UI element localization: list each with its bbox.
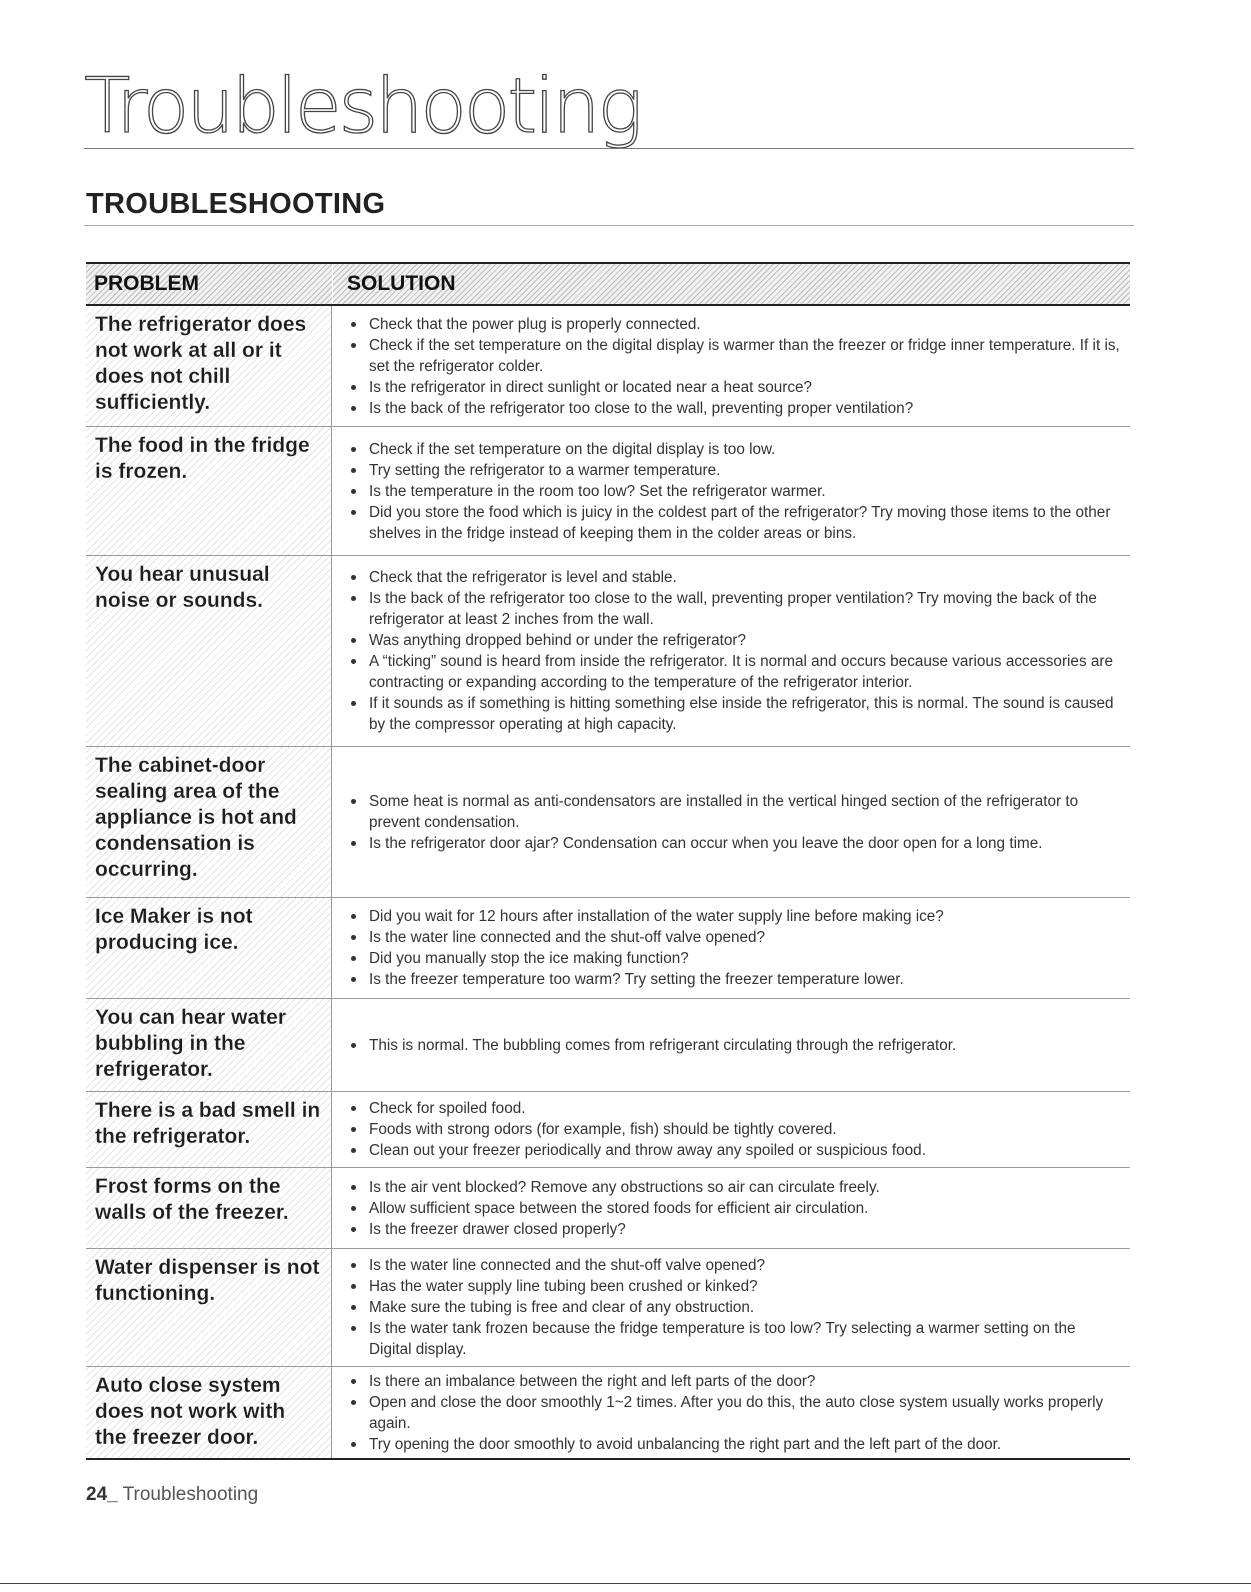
solution-cell xyxy=(332,556,1130,746)
solution-item: Allow sufficient space between the stored foods for efficient air circulation. xyxy=(348,1198,1120,1219)
solution-list xyxy=(348,1371,1120,1455)
page-number: 24_ xyxy=(86,1484,118,1505)
footer-label: Troubleshooting xyxy=(117,1484,259,1505)
section-divider xyxy=(84,225,1134,226)
table-row xyxy=(86,1367,1130,1460)
solution-item: Is the back of the refrigerator too close to the wall, preventing proper ventilation? Try moving the back of the refrigerator at least 2 inches from the wall. xyxy=(348,588,1120,630)
solution-item: Foods with strong odors (for example, fish) should be tightly covered. xyxy=(348,1119,1120,1140)
problem-cell: The food in the fridge is frozen. xyxy=(86,427,332,555)
section-heading: TROUBLESHOOTING xyxy=(86,188,386,220)
solution-cell xyxy=(332,1367,1130,1458)
problem-cell: You can hear water bubbling in the refrigerator. xyxy=(86,999,332,1091)
problem-cell: Water dispenser is not functioning. xyxy=(86,1249,332,1366)
solution-cell xyxy=(332,898,1130,998)
solution-item: Check for spoiled food. xyxy=(348,1098,1120,1119)
table-row xyxy=(86,1168,1130,1249)
table-header xyxy=(86,262,1130,306)
table-row xyxy=(86,1249,1130,1367)
problem-cell: The refrigerator does not work at all or it does not chill sufficiently. xyxy=(86,306,332,426)
solution-item: Is the freezer temperature too warm? Try setting the freezer temperature lower. xyxy=(348,969,1120,990)
solution-item: Is the back of the refrigerator too close to the wall, preventing proper ventilation? xyxy=(348,398,1120,419)
title-divider xyxy=(84,148,1134,149)
solution-item: A “ticking” sound is heard from inside the refrigerator. It is normal and occurs because various accessories are contracting or expanding according to the temperature of the refrigerator interior. xyxy=(348,651,1120,693)
solution-item: Check if the set temperature on the digital display is too low. xyxy=(348,439,1120,460)
solution-item: Open and close the door smoothly 1~2 times. After you do this, the auto close system usually works properly again. xyxy=(348,1392,1120,1434)
problem-cell: You hear unusual noise or sounds. xyxy=(86,556,332,746)
table-row xyxy=(86,1092,1130,1168)
table-row xyxy=(86,427,1130,556)
problem-cell: Auto close system does not work with the freezer door. xyxy=(86,1367,332,1458)
solution-item: Is the water line connected and the shut-off valve opened? xyxy=(348,1255,1120,1276)
problem-cell: Ice Maker is not producing ice. xyxy=(86,898,332,998)
solution-item: Try opening the door smoothly to avoid unbalancing the right part and the left part of the door. xyxy=(348,1434,1120,1455)
solution-cell xyxy=(332,1092,1130,1167)
solution-item: Some heat is normal as anti-condensators are installed in the vertical hinged section of the refrigerator to prevent condensation. xyxy=(348,791,1120,833)
solution-item: Did you wait for 12 hours after installation of the water supply line before making ice? xyxy=(348,906,1120,927)
solution-item: This is normal. The bubbling comes from refrigerant circulating through the refrigerator. xyxy=(348,1035,1120,1056)
page-title: Troubleshooting xyxy=(84,61,641,150)
header-problem: PROBLEM xyxy=(86,264,333,304)
solution-list xyxy=(348,1177,1120,1240)
solution-item: Did you store the food which is juicy in the coldest part of the refrigerator? Try moving those items to the other shelves in the fridge instead of keeping them in the colder areas or bins. xyxy=(348,502,1120,544)
solution-item: If it sounds as if something is hitting something else inside the refrigerator, this is normal. The sound is caused by the compressor operating at high capacity. xyxy=(348,693,1120,735)
solution-list xyxy=(348,1098,1120,1161)
troubleshooting-table xyxy=(86,262,1130,1460)
table-row xyxy=(86,556,1130,747)
solution-list xyxy=(348,1255,1120,1360)
table-row xyxy=(86,898,1130,999)
solution-item: Make sure the tubing is free and clear of any obstruction. xyxy=(348,1297,1120,1318)
solution-item: Is the freezer drawer closed properly? xyxy=(348,1219,1120,1240)
solution-item: Is the temperature in the room too low? Set the refrigerator warmer. xyxy=(348,481,1120,502)
solution-item: Is there an imbalance between the right and left parts of the door? xyxy=(348,1371,1120,1392)
solution-list xyxy=(348,439,1120,544)
solution-item: Check if the set temperature on the digital display is warmer than the freezer or fridge inner temperature. If it is, set the refrigerator colder. xyxy=(348,335,1120,377)
solution-list xyxy=(348,567,1120,735)
solution-item: Is the air vent blocked? Remove any obstructions so air can circulate freely. xyxy=(348,1177,1120,1198)
table-row xyxy=(86,747,1130,898)
problem-cell: There is a bad smell in the refrigerator. xyxy=(86,1092,332,1167)
solution-item: Is the water tank frozen because the fridge temperature is too low? Try selecting a warmer setting on the Digital display. xyxy=(348,1318,1120,1360)
solution-cell xyxy=(332,747,1130,897)
solution-item: Has the water supply line tubing been crushed or kinked? xyxy=(348,1276,1120,1297)
solution-list xyxy=(348,791,1120,854)
solution-item: Check that the refrigerator is level and stable. xyxy=(348,567,1120,588)
solution-item: Was anything dropped behind or under the refrigerator? xyxy=(348,630,1120,651)
page-footer xyxy=(86,1484,258,1506)
bottom-divider xyxy=(0,1583,1251,1584)
solution-cell xyxy=(332,999,1130,1091)
solution-item: Is the refrigerator in direct sunlight or located near a heat source? xyxy=(348,377,1120,398)
solution-cell xyxy=(332,306,1130,426)
solution-item: Did you manually stop the ice making function? xyxy=(348,948,1120,969)
solution-item: Check that the power plug is properly connected. xyxy=(348,314,1120,335)
solution-item: Is the water line connected and the shut-off valve opened? xyxy=(348,927,1120,948)
solution-item: Clean out your freezer periodically and throw away any spoiled or suspicious food. xyxy=(348,1140,1120,1161)
solution-list xyxy=(348,1035,1120,1056)
header-solution: SOLUTION xyxy=(347,272,456,295)
solution-list xyxy=(348,906,1120,990)
table-row xyxy=(86,306,1130,427)
solution-cell xyxy=(332,427,1130,555)
solution-list xyxy=(348,314,1120,419)
solution-item: Is the refrigerator door ajar? Condensation can occur when you leave the door open for a long time. xyxy=(348,833,1120,854)
solution-cell xyxy=(332,1249,1130,1366)
table-row xyxy=(86,999,1130,1092)
solution-item: Try setting the refrigerator to a warmer temperature. xyxy=(348,460,1120,481)
problem-cell: Frost forms on the walls of the freezer. xyxy=(86,1168,332,1248)
problem-cell: The cabinet-door sealing area of the appliance is hot and condensation is occurring. xyxy=(86,747,332,897)
solution-cell xyxy=(332,1168,1130,1248)
